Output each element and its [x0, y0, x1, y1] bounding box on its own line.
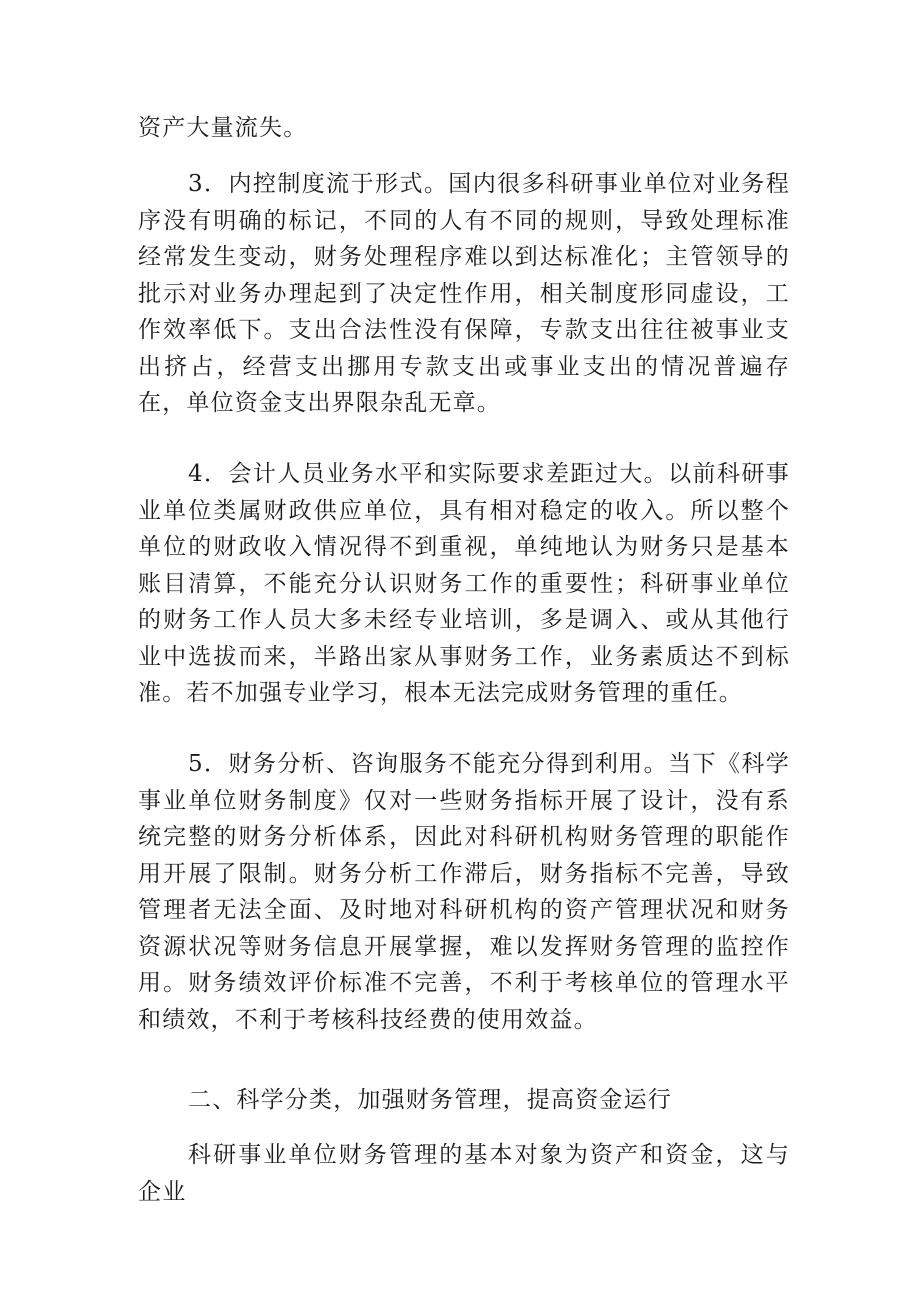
paragraph-item-4: 4．会计人员业务水平和实际要求差距过大。以前科研事业单位类属财政供应单位，具有相对稳定的收入。所以整个单位的财政收入情况得不到重视，单纯地认为财务只是基本账目清算，不能充分认识财务工作的重要性；科研事业单位的财务工作人员大多未经专业培训，多是调入、或从其他行业中选拔而来，半路出家从事财务工作，业务素质达不到标准。若不加强专业学习，根本无法完成财务管理的重任。 [138, 461, 790, 706]
paragraph-item-3: 3．内控制度流于形式。国内很多科研事业单位对业务程序没有明确的标记，不同的人有不同的规则，导致处理标准经常发生变动，财务处理程序难以到达标准化；主管领导的批示对业务办理起到了决定性作用，相关制度形同虚设，工作效率低下。支出合法性没有保障，专款支出往往被事业支出挤占，经营支出挪用专款支出或事业支出的情况普遍存在，单位资金支出界限杂乱无章。 [138, 171, 790, 416]
section-heading: 二、科学分类，加强财务管理，提高资金运行 [188, 1087, 672, 1113]
paragraph-section-intro: 科研事业单位财务管理的基本对象为资产和资金，这与企业 [138, 1142, 790, 1205]
paragraph-item-5: 5．财务分析、咨询服务不能充分得到利用。当下《科学事业单位财务制度》仅对一些财务指标开展了设计，没有系统完整的财务分析体系，因此对科研机构财务管理的职能作用开展了限制。财务分析工作滞后，财务指标不完善，导致管理者无法全面、及时地对科研机构的资产管理状况和财务资源状况等财务信息开展掌握，难以发挥财务管理的监控作用。财务绩效评价标准不完善，不利于考核单位的管理水平和绩效，不利于考核科技经费的使用效益。 [138, 751, 790, 1033]
paragraph-continuation: 资产大量流失。 [138, 115, 308, 141]
